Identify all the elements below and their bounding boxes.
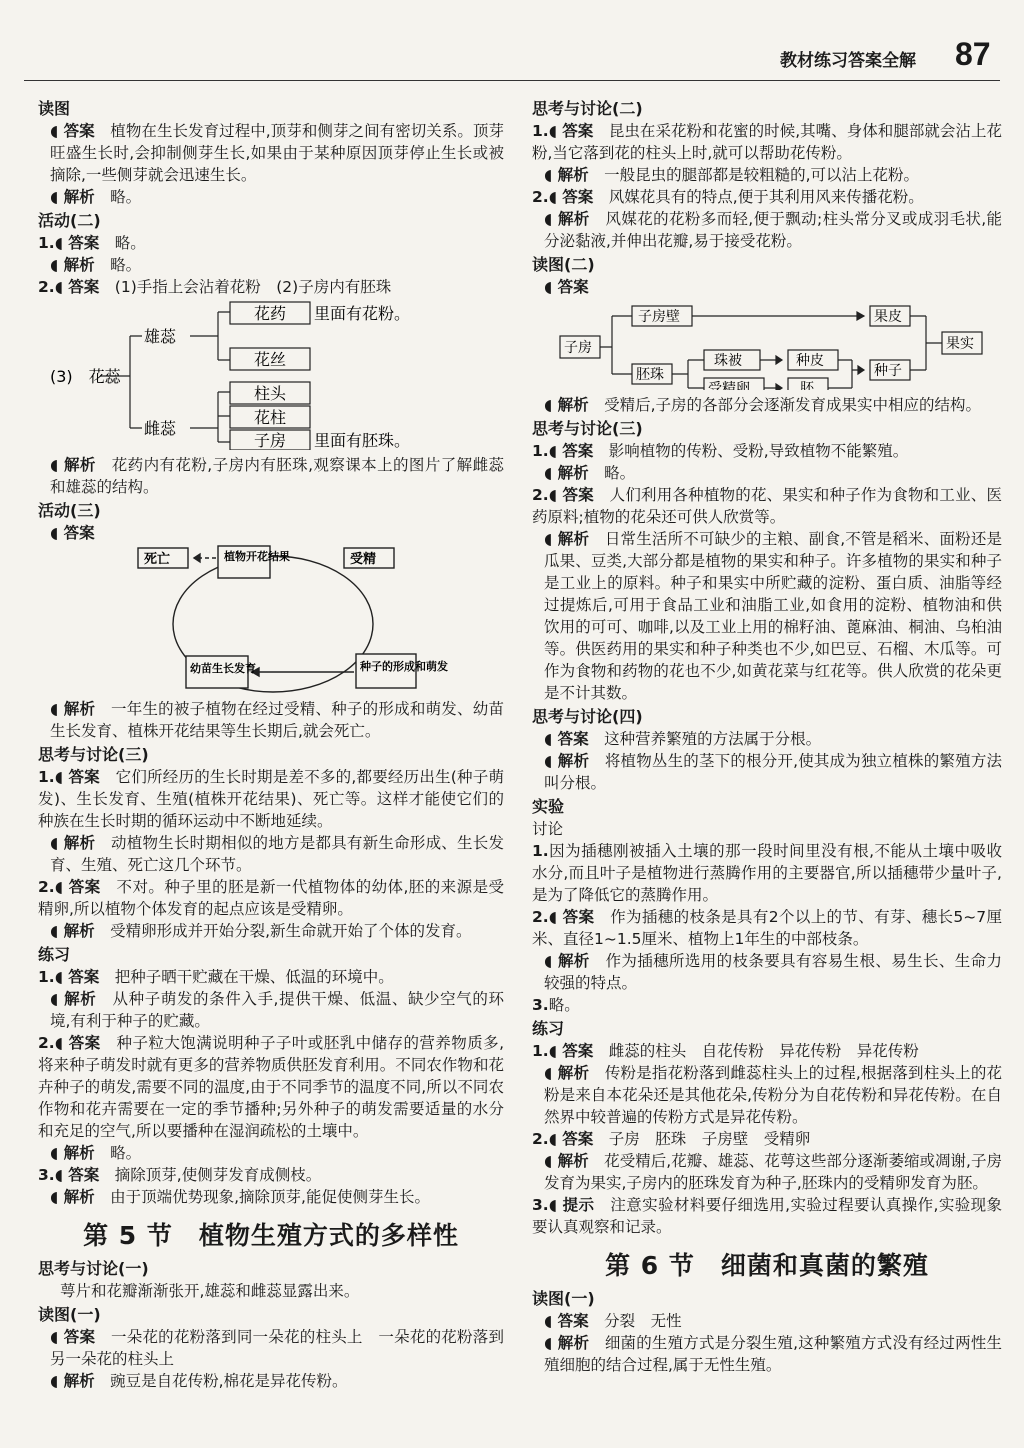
bullet-icon: ◖ (544, 166, 558, 184)
answer-text: 因为插穗刚被插入土壤的那一段时间里没有根,不能从土壤中吸收水分,而且叶子是植物进行蒸腾作用的主要器官,所以插穗带少量叶子,是为了降低它的蒸腾作用。 (532, 842, 1002, 904)
fruit-ovary: 子房 (564, 340, 592, 356)
bullet-icon: ◖ (544, 752, 558, 770)
answer-line (532, 906, 1002, 950)
answer-text: 不对。种子里的胚是新一代植物体的幼体,胚的来源是受精卵,所以植物个体发育的起点应该是受精卵。 (38, 878, 505, 918)
flower-root-label: (3) 花蕊 (50, 367, 121, 386)
item-number: 1. (532, 122, 549, 140)
answer-text: 风媒花的花粉多而轻,便于飘动;柱头常分叉或成羽毛状,能分泌黏液,并伸出花瓣,易于接受花粉。 (544, 210, 1003, 250)
answer-text: 雌蕊的柱头 自花传粉 异花传粉 异花传粉 (608, 1042, 919, 1060)
subheading: 思考与讨论(一) (38, 1259, 149, 1278)
answer-line (38, 1186, 504, 1208)
item-number: 1. (532, 442, 549, 460)
subheading: 读图(一) (532, 1289, 595, 1308)
style-label: 花柱 (254, 408, 287, 427)
item-number: 2. (532, 908, 549, 926)
fruit-development-diagram (532, 298, 1002, 390)
right-block-1 (532, 98, 1002, 298)
bullet-icon: ◖ (50, 990, 65, 1008)
cycle-flower: 植物开花结果 (224, 550, 290, 563)
item-number: 3. (38, 1166, 55, 1184)
subheading: 读图 (38, 99, 71, 118)
answer-tag: 答案 (562, 188, 594, 206)
answer-tag: 解析 (557, 464, 589, 482)
answer-tag: 答案 (562, 908, 595, 926)
right-block-2 (532, 394, 1002, 1376)
subheading: 思考与讨论(四) (532, 707, 643, 726)
subheading: 实验 (532, 797, 565, 816)
bullet-icon: ◖ (548, 1130, 563, 1148)
cycle-seedling: 幼苗生长发育 (190, 662, 256, 675)
bullet-icon: ◖ (548, 1042, 563, 1060)
bullet-icon: ◖ (50, 922, 64, 940)
answer-tag: 答案 (562, 1042, 594, 1060)
answer-text: 略。 (110, 1144, 142, 1162)
answer-text: 从种子萌发的条件入手,提供干燥、低温、缺少空气的环境,有利于种子的贮藏。 (50, 990, 504, 1030)
ovary-note: 里面有胚珠。 (314, 431, 411, 450)
item-number: 1. (38, 234, 55, 252)
answer-tag: 解析 (63, 1188, 95, 1206)
answer-line (532, 1332, 1002, 1376)
answer-text: 这种营养繁殖的方法属于分根。 (604, 730, 822, 748)
answer-text: 略。 (114, 234, 146, 252)
ovary-label: 子房 (254, 431, 287, 450)
bullet-icon: ◖ (544, 1334, 558, 1352)
answer-text: 一年生的被子植物在经过受精、种子的形成和萌发、幼苗生长发育、植株开花结果等生长期后,就会死亡。 (50, 700, 504, 740)
answer-tag: 解析 (63, 834, 96, 852)
bullet-icon: ◖ (548, 1196, 563, 1214)
answer-line (532, 728, 1002, 750)
answer-line (38, 920, 504, 942)
answer-line (532, 528, 1002, 704)
answer-text: 略。 (110, 256, 142, 274)
answer-text: 细菌的生殖方式是分裂生殖,这种繁殖方式没有经过两性生殖细胞的结合过程,属于无性生殖。 (544, 1334, 1003, 1374)
answer-tag: 解析 (64, 990, 97, 1008)
answer-text: 作为插穗所选用的枝条要具有容易生根、易生长、生命力较强的特点。 (544, 952, 1002, 992)
bullet-icon: ◖ (50, 122, 64, 140)
anther-note: 里面有花粉。 (314, 304, 411, 323)
answer-tag: 答案 (68, 968, 100, 986)
right-column (532, 96, 1002, 1376)
answer-tag: 答案 (63, 122, 95, 140)
answer-tag: 答案 (562, 486, 594, 504)
bullet-icon: ◖ (544, 730, 558, 748)
answer-line (38, 988, 504, 1032)
answer-line (38, 698, 504, 742)
item-number: 2. (532, 188, 549, 206)
answer-line (532, 1150, 1002, 1194)
bullet-icon: ◖ (54, 968, 69, 986)
answer-text: 它们所经历的生长时期是差不多的,都要经历出生(种子萌发)、生长发育、生殖(植株开花结果)、死亡等。这样才能使它们的种族在生长时期的循环运动中不断地延续。 (38, 768, 504, 830)
bullet-icon: ◖ (50, 456, 64, 474)
left-block-1 (38, 98, 504, 298)
answer-tag: 提示 (562, 1196, 595, 1214)
filament-label: 花丝 (254, 350, 287, 369)
answer-tag: 解析 (557, 1064, 590, 1082)
stamen-label: 雄蕊 (144, 327, 177, 346)
bullet-icon: ◖ (50, 188, 64, 206)
answer-text: 分裂 无性 (604, 1312, 682, 1330)
answer-line (532, 1310, 1002, 1332)
answer-text: 略。 (604, 464, 636, 482)
answer-line (532, 186, 1002, 208)
item-number: 1. (532, 842, 549, 860)
subheading: 读图(一) (38, 1305, 101, 1324)
answer-line (532, 1194, 1002, 1238)
answer-line (38, 876, 504, 920)
item-number: 2. (38, 1034, 55, 1052)
answer-line (38, 232, 504, 254)
answer-text: 日常生活所不可缺少的主粮、副食,不管是稻米、面粉还是瓜果、豆类,大部分都是植物的果实和种子。许多植物的果实和种子是工业上的原料。种子和果实中所贮藏的淀粉、蛋白质、油脂等经过提炼后,可用于食品工业和油脂工业,如食用的淀粉、植物油和供饮用的可可、咖啡,以及工业上用的棉籽油、蓖麻油、桐油、乌桕油等。供医药用的果实和种子种类也不少,如巴豆、石榴、木瓜等。可作为食物和药物的花也不少,如黄花菜与红花等。供人欣赏的花朵更是不计其数。 (544, 530, 1003, 702)
answer-tag: 解析 (557, 210, 590, 228)
answer-line (532, 208, 1002, 252)
fruit-ovule: 胚珠 (636, 367, 664, 383)
answer-line (38, 1032, 504, 1142)
bullet-icon: ◖ (54, 768, 69, 786)
bullet-icon: ◖ (54, 878, 69, 896)
bullet-icon: ◖ (544, 1152, 558, 1170)
answer-line (38, 276, 504, 298)
bullet-icon: ◖ (50, 1372, 64, 1390)
answer-tag: 答案 (68, 1034, 101, 1052)
fruit-fruit: 果实 (946, 336, 974, 352)
bullet-icon: ◖ (50, 256, 64, 274)
answer-text: 一般昆虫的腿部都是较粗糙的,可以沾上花粉。 (604, 166, 920, 184)
answer-text: 豌豆是自花传粉,棉花是异花传粉。 (110, 1372, 348, 1390)
subheading: 思考与讨论(二) (532, 99, 643, 118)
item-number: 2. (532, 1130, 549, 1148)
numbered-line (532, 840, 1002, 906)
page-number: 87 (955, 36, 991, 72)
bullet-icon: ◖ (544, 396, 558, 414)
subheading: 练习 (532, 1019, 565, 1038)
subheading: 思考与讨论(三) (532, 419, 643, 438)
fruit-zygote: 受精卵 (708, 381, 750, 390)
answer-tag: 答案 (68, 878, 101, 896)
bullet-icon: ◖ (54, 1034, 69, 1052)
life-cycle-diagram (38, 544, 504, 694)
answer-tag: 解析 (63, 922, 95, 940)
answer-line (532, 276, 1002, 298)
answer-text: 由于顶端优势现象,摘除顶芽,能促使侧芽生长。 (110, 1188, 430, 1206)
stigma-label: 柱头 (254, 384, 287, 403)
answer-line (532, 1040, 1002, 1062)
answer-line (532, 1062, 1002, 1128)
answer-line (38, 966, 504, 988)
answer-tag: 答案 (68, 278, 100, 296)
answer-text: 子房 胚珠 子房壁 受精卵 (608, 1130, 811, 1148)
bullet-icon: ◖ (544, 1064, 558, 1082)
section-title: 第 6 节 细菌和真菌的繁殖 (605, 1251, 929, 1280)
answer-tag: 答案 (562, 442, 594, 460)
answer-line (532, 484, 1002, 528)
answer-text: (1)手指上会沾着花粉 (2)子房内有胚珠 (114, 278, 392, 296)
answer-tag: 解析 (63, 1372, 95, 1390)
fruit-embryo: 胚 (800, 381, 814, 390)
subheading: 活动(二) (38, 211, 101, 230)
numbered-line (532, 994, 1002, 1016)
answer-text: 影响植物的传粉、受粉,导致植物不能繁殖。 (608, 442, 909, 460)
answer-line (532, 750, 1002, 794)
answer-tag: 解析 (557, 1152, 589, 1170)
bullet-icon: ◖ (548, 442, 563, 460)
answer-text: 植物在生长发育过程中,顶芽和侧芽之间有密切关系。顶芽旺盛生长时,会抑制侧芽生长,如果由于某种原因顶芽停止生长或被摘除,一些侧芽就会迅速生长。 (50, 122, 504, 184)
answer-tag: 答案 (68, 768, 100, 786)
cycle-seed: 种子的形成和萌发 (360, 660, 448, 673)
answer-text: 种子粒大饱满说明种子子叶或胚乳中储存的营养物质多,将来种子萌发时就有更多的营养物质供胚发育利用。不同农作物和花卉种子的萌发,需要不同的温度,由于不同季节的温度不同,所以不同农作物和花卉需要在一定的季节播种;另外种子的萌发需要适量的水分和充足的空气,所以要播种在湿润疏松的土壤中。 (38, 1034, 505, 1140)
cycle-fertilization: 受精 (350, 552, 377, 567)
bullet-icon: ◖ (50, 1328, 64, 1346)
anther-label: 花药 (254, 304, 287, 323)
answer-text: 摘除顶芽,使侧芽发育成侧枝。 (114, 1166, 322, 1184)
answer-line (38, 832, 504, 876)
item-number: 3. (532, 996, 549, 1014)
answer-tag: 答案 (63, 524, 95, 542)
answer-tag: 解析 (63, 256, 95, 274)
answer-tag: 解析 (63, 700, 96, 718)
answer-text: 花受精后,花瓣、雄蕊、花萼这些部分逐渐萎缩或凋谢,子房发育为果实,子房内的胚珠发育为种子,胚珠内的受精卵发育为胚。 (544, 1152, 1003, 1192)
bullet-icon: ◖ (544, 210, 558, 228)
answer-tag: 解析 (557, 530, 590, 548)
answer-tag: 解析 (63, 188, 95, 206)
header-rule (24, 80, 1000, 81)
answer-text: 注意实验材料要仔细选用,实验过程要认真操作,实验现象要认真观察和记录。 (532, 1196, 1003, 1236)
subheading: 读图(二) (532, 255, 595, 274)
running-header: 教材练习答案全解 (780, 51, 916, 71)
bullet-icon: ◖ (544, 278, 558, 296)
fruit-peel: 果皮 (874, 309, 902, 325)
item-number: 2. (38, 278, 55, 296)
answer-line (532, 462, 1002, 484)
bullet-icon: ◖ (544, 1312, 558, 1330)
answer-tag: 答案 (562, 1130, 594, 1148)
flower-structure-diagram (38, 298, 504, 450)
bullet-icon: ◖ (50, 524, 64, 542)
subheading: 思考与讨论(三) (38, 745, 149, 764)
answer-text: 花药内有花粉,子房内有胚珠,观察课本上的图片了解雌蕊和雄蕊的结构。 (50, 456, 504, 496)
answer-line (532, 164, 1002, 186)
answer-line (38, 522, 504, 544)
bullet-icon: ◖ (54, 278, 69, 296)
answer-line (38, 1142, 504, 1164)
bullet-icon: ◖ (544, 952, 558, 970)
bullet-icon: ◖ (50, 1188, 64, 1206)
answer-text: 把种子晒干贮藏在干燥、低温的环境中。 (114, 968, 394, 986)
answer-tag: 答案 (557, 1312, 589, 1330)
answer-line (38, 454, 504, 498)
answer-line (38, 120, 504, 186)
left-column (38, 96, 504, 1392)
bullet-icon: ◖ (50, 700, 64, 718)
answer-line (38, 254, 504, 276)
answer-tag: 答案 (557, 730, 589, 748)
bullet-icon: ◖ (50, 1144, 64, 1162)
answer-tag: 答案 (562, 122, 594, 140)
answer-text: 略。 (548, 996, 580, 1014)
answer-text: 人们利用各种植物的花、果实和种子作为食物和工业、医药原料;植物的花朵还可供人欣赏等。 (532, 486, 1002, 526)
item-number: 2. (532, 486, 549, 504)
bullet-icon: ◖ (548, 188, 563, 206)
left-block-3 (38, 698, 504, 1392)
fruit-integument: 珠被 (714, 353, 742, 369)
answer-text: 风媒花具有的特点,便于其利用风来传播花粉。 (608, 188, 924, 206)
item-number: 1. (532, 1042, 549, 1060)
answer-tag: 解析 (557, 1334, 590, 1352)
answer-tag: 答案 (68, 1166, 100, 1184)
bullet-icon: ◖ (50, 834, 64, 852)
answer-text: 一朵花的花粉落到同一朵花的柱头上 一朵花的花粉落到另一朵花的柱头上 (50, 1328, 504, 1368)
answer-text: 受精后,子房的各部分会逐渐发育成果实中相应的结构。 (604, 396, 982, 414)
answer-text: 将植物丛生的茎下的根分开,使其成为独立植株的繁殖方法叫分根。 (544, 752, 1003, 792)
answer-text: 昆虫在采花粉和花蜜的时候,其嘴、身体和腿部就会沾上花粉,当它落到花的柱头上时,就可以帮助花传粉。 (532, 122, 1002, 162)
pistil-label: 雌蕊 (144, 419, 177, 438)
answer-line (532, 120, 1002, 164)
answer-tag: 解析 (63, 1144, 95, 1162)
answer-line (38, 1326, 504, 1370)
item-number: 1. (38, 768, 55, 786)
subheading: 活动(三) (38, 501, 101, 520)
fruit-seed: 种子 (874, 363, 902, 379)
cycle-death: 死亡 (144, 552, 171, 567)
bullet-icon: ◖ (548, 486, 563, 504)
answer-tag: 解析 (557, 396, 589, 414)
section-title: 第 5 节 植物生殖方式的多样性 (83, 1221, 459, 1250)
bullet-icon: ◖ (544, 530, 558, 548)
answer-tag: 答案 (557, 278, 589, 296)
bullet-icon: ◖ (544, 464, 558, 482)
answer-text: 受精卵形成并开始分裂,新生命就开始了个体的发育。 (110, 922, 472, 940)
answer-line (532, 1128, 1002, 1150)
fruit-ovary-wall: 子房壁 (638, 309, 680, 325)
answer-line (532, 440, 1002, 462)
plain-text: 萼片和花瓣渐渐张开,雄蕊和雌蕊显露出来。 (60, 1282, 360, 1300)
answer-tag: 解析 (63, 456, 96, 474)
answer-text: 作为插穗的枝条是具有2个以上的节、有芽、穗长5~7厘米、直径1~1.5厘米、植物上1年生的中部枝条。 (532, 908, 1002, 948)
answer-tag: 解析 (557, 166, 589, 184)
answer-text: 动植物生长时期相似的地方是都具有新生命形成、生长发育、生殖、死亡这几个环节。 (50, 834, 504, 874)
bullet-icon: ◖ (54, 1166, 69, 1184)
item-number: 3. (532, 1196, 549, 1214)
item-number: 1. (38, 968, 55, 986)
plain-text: 讨论 (532, 820, 564, 838)
fruit-seed-coat: 种皮 (796, 353, 824, 369)
answer-line (532, 394, 1002, 416)
answer-line (38, 1164, 504, 1186)
answer-tag: 解析 (557, 952, 590, 970)
answer-tag: 答案 (68, 234, 100, 252)
answer-line (532, 950, 1002, 994)
answer-tag: 解析 (557, 752, 590, 770)
bullet-icon: ◖ (548, 122, 563, 140)
bullet-icon: ◖ (54, 234, 69, 252)
subheading: 练习 (38, 945, 71, 964)
answer-line (38, 1370, 504, 1392)
answer-text: 略。 (110, 188, 142, 206)
answer-line (38, 766, 504, 832)
answer-line (38, 186, 504, 208)
left-block-2 (38, 454, 504, 544)
answer-text: 传粉是指花粉落到雌蕊柱头上的过程,根据落到柱头上的花粉是来自本花朵还是其他花朵,传粉分为自花传粉和异花传粉。在自然界中较普遍的传粉方式是异花传粉。 (544, 1064, 1003, 1126)
item-number: 2. (38, 878, 55, 896)
answer-tag: 答案 (63, 1328, 96, 1346)
bullet-icon: ◖ (548, 908, 563, 926)
